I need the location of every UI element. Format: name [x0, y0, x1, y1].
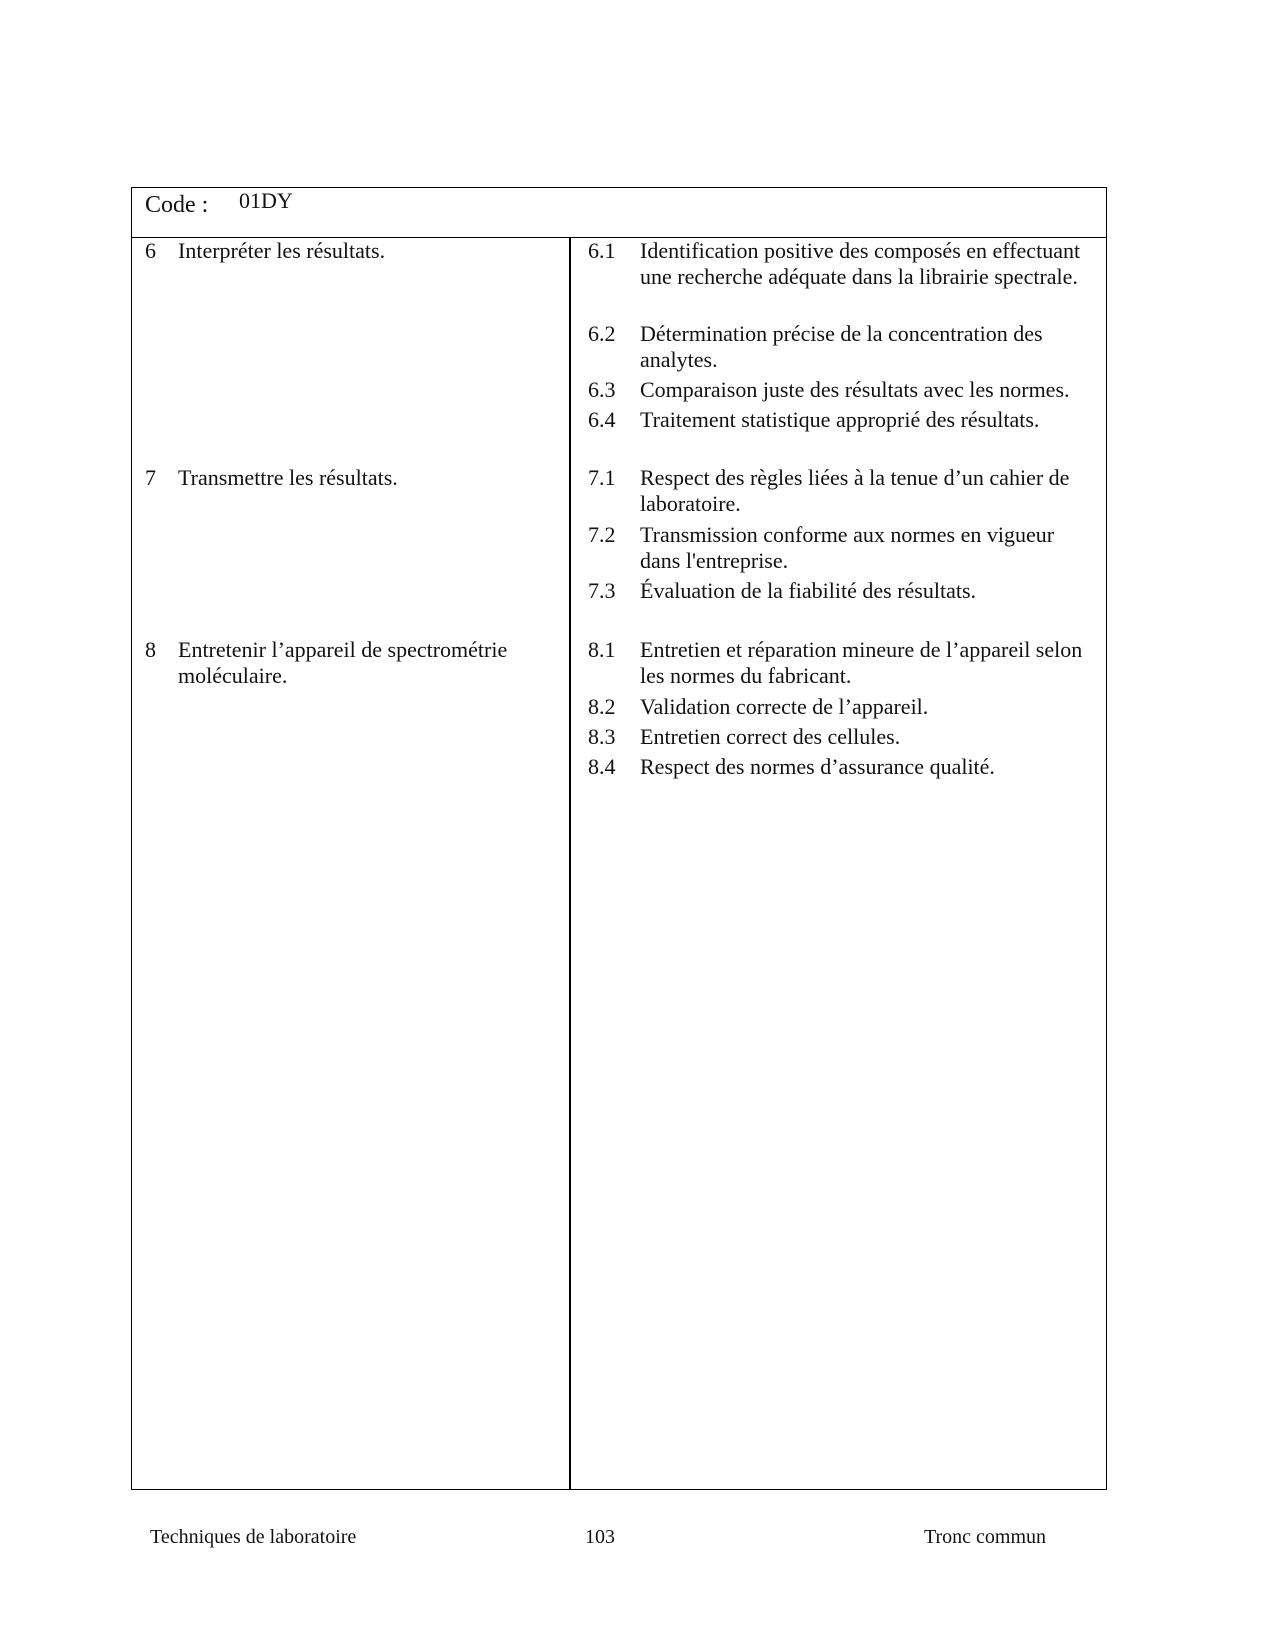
element-number: 6: [145, 238, 156, 263]
criterion-number: 6.3: [588, 377, 616, 402]
criterion-text: Transmission conforme aux normes en vigueur dans l'entreprise.: [640, 522, 1055, 573]
element-text: Transmettre les résultats.: [178, 465, 398, 490]
competency-table: [131, 187, 1107, 1490]
element-text: Interpréter les résultats.: [178, 238, 386, 263]
criterion-text: Entretien correct des cellules.: [640, 724, 901, 749]
footer-section: Tronc commun: [924, 1526, 1047, 1548]
criterion-text: Évaluation de la fiabilité des résultats.: [640, 578, 977, 603]
criterion-number: 8.1: [588, 637, 616, 662]
criterion-number: 7.2: [588, 522, 616, 547]
page-number: 103: [585, 1526, 615, 1548]
criterion-text: Respect des normes d’assurance qualité.: [640, 754, 995, 779]
footer-program: Techniques de laboratoire: [150, 1526, 357, 1548]
criterion-number: 7.1: [588, 465, 616, 490]
criterion-text: Respect des règles liées à la tenue d’un cahier de laboratoire.: [640, 465, 1070, 516]
column-divider: [569, 238, 571, 1490]
criterion-number: 7.3: [588, 578, 616, 603]
criterion-number: 6.2: [588, 321, 616, 346]
element-number: 7: [145, 465, 156, 490]
criterion-text: Identification positive des composés en effectuant une recherche adéquate dans la librairie spectrale.: [640, 238, 1081, 289]
criterion-number: 6.4: [588, 407, 616, 432]
code-header-row: [132, 188, 1106, 238]
criterion-number: 8.2: [588, 694, 616, 719]
criterion-text: Entretien et réparation mineure de l’appareil selon les normes du fabricant.: [640, 637, 1083, 688]
criterion-text: Validation correcte de l’appareil.: [640, 694, 929, 719]
element-number: 8: [145, 637, 156, 662]
code-label: Code :: [145, 192, 209, 218]
criterion-text: Traitement statistique approprié des résultats.: [640, 407, 1040, 432]
criterion-text: Comparaison juste des résultats avec les normes.: [640, 377, 1070, 402]
criterion-number: 6.1: [588, 238, 616, 263]
criterion-number: 8.3: [588, 724, 616, 749]
criterion-text: Détermination précise de la concentration des analytes.: [640, 321, 1043, 372]
criterion-number: 8.4: [588, 754, 616, 779]
code-value: 01DY: [239, 188, 293, 213]
element-text: Entretenir l’appareil de spectrométrie moléculaire.: [178, 637, 508, 688]
